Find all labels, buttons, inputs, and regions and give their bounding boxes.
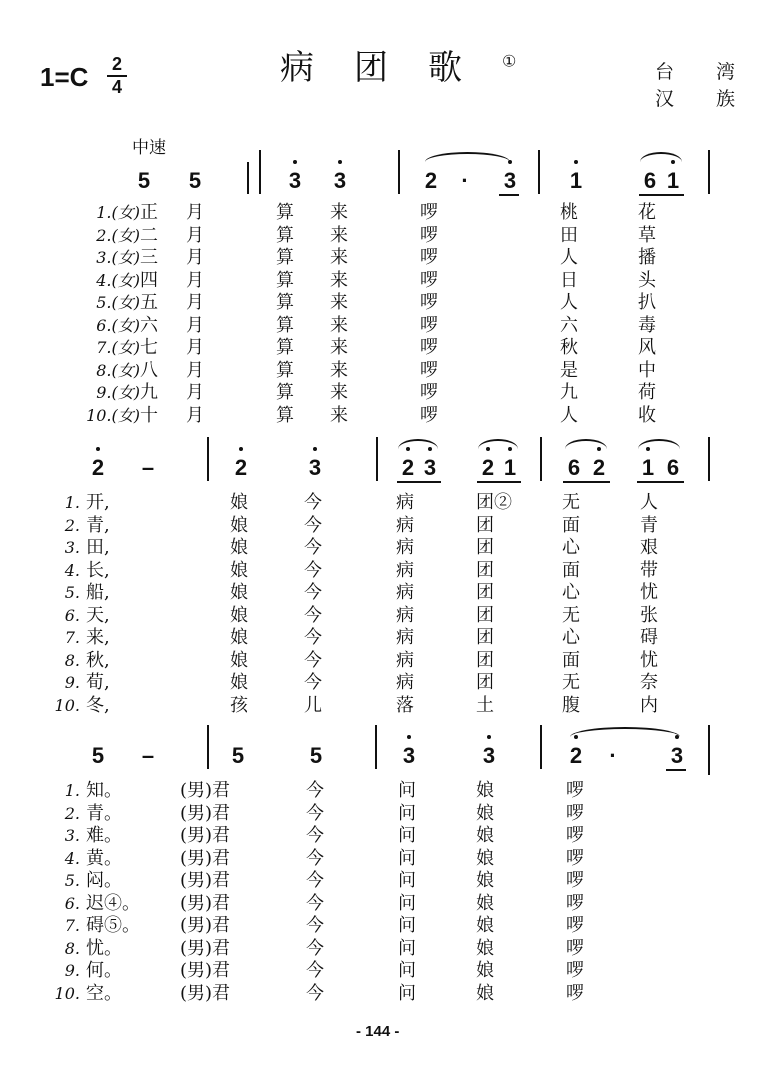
lyric-column: 月 月 月 月 月 月 月 月 月 月	[186, 202, 204, 426]
key-signature: 1=C	[40, 62, 89, 92]
barline	[540, 725, 542, 769]
barline	[538, 150, 540, 194]
title-text: 病团歌	[280, 48, 502, 88]
note: 5	[309, 743, 323, 768]
lyric-column: 算 算 算 算 算 算 算 算 算 算	[276, 202, 294, 426]
origin-region: 台 湾	[655, 61, 754, 83]
barline	[259, 150, 261, 194]
lyric-column: 啰 啰 啰 啰 啰 啰 啰 啰 啰 啰	[420, 202, 438, 426]
barline	[398, 150, 400, 194]
note: 3	[482, 743, 496, 768]
lyric-column: 开, 青, 田, 长, 船, 天, 来, 秋, 荀, 冬,	[86, 492, 110, 716]
slur	[638, 439, 680, 449]
barline	[708, 437, 710, 481]
dash: –	[141, 743, 155, 768]
barline	[375, 725, 377, 769]
note: 5	[188, 168, 202, 193]
note: 3	[308, 455, 322, 480]
page-number: - 144 -	[356, 1023, 400, 1040]
time-signature-bottom: 4	[111, 77, 122, 97]
lyric-column: 来 来 来 来 来 来 来 来 来 来	[330, 202, 348, 426]
note: 6	[567, 455, 581, 480]
barline	[376, 437, 378, 481]
song-title	[280, 40, 516, 89]
time-signature	[107, 55, 127, 97]
note: 2	[481, 455, 495, 480]
note: 3	[503, 168, 517, 193]
time-signature-top: 2	[111, 54, 122, 74]
verse-numbers: 1.(女) 2.(女) 3.(女) 4.(女) 5.(女) 6.(女) 7.(女) 8.(女) 9.(女) 10.(女)	[86, 203, 140, 425]
lyric-column: 桃 田 人 日 人 六 秋 是 九 人	[560, 202, 578, 426]
note: 2	[234, 455, 248, 480]
lyric-column: 娘 娘 娘 娘 娘 娘 娘 娘 娘 孩	[230, 492, 248, 716]
note: 5	[91, 743, 105, 768]
title-footnote: ①	[502, 51, 517, 71]
lyric-column: 娘 娘 娘 娘 娘 娘 娘 娘 娘 娘	[476, 780, 494, 1004]
lyric-column: 今 今 今 今 今 今 今 今 今 儿	[304, 492, 322, 716]
slur	[478, 439, 518, 449]
lyric-column: 今 今 今 今 今 今 今 今 今 今	[306, 780, 324, 1004]
verse-numbers: 1. 2. 3. 4. 5. 6. 7. 8. 9. 10.	[54, 781, 80, 1003]
barline	[207, 725, 209, 769]
note: 1	[569, 168, 583, 193]
note: 2	[401, 455, 415, 480]
lyric-column: 病 病 病 病 病 病 病 病 病 落	[396, 492, 414, 716]
barline	[540, 437, 542, 481]
note: 3	[402, 743, 416, 768]
barline	[708, 150, 710, 194]
lyric-column: 无 面 心 面 心 无 心 面 无 腹	[562, 492, 580, 716]
note: 1	[503, 455, 517, 480]
note: 2	[91, 455, 105, 480]
note: 3	[288, 168, 302, 193]
note: 3	[423, 455, 437, 480]
slur	[640, 152, 682, 162]
dashed-barline	[247, 162, 249, 194]
lyric-column: (男)君 (男)君 (男)君 (男)君 (男)君 (男)君 (男)君 (男)君 (男)君 (男)君	[180, 780, 231, 1004]
note: 2	[592, 455, 606, 480]
lyric-column: 正 二 三 四 五 六 七 八 九 十	[140, 202, 158, 426]
note: 3	[333, 168, 347, 193]
barline	[207, 437, 209, 481]
lyric-column: 人 青 艰 带 忧 张 碍 忧 奈 内	[640, 492, 658, 716]
origin-ethnicity: 汉 族	[655, 88, 754, 110]
verse-numbers: 1. 2. 3. 4. 5. 6. 7. 8. 9. 10.	[54, 493, 80, 715]
dash: –	[141, 455, 155, 480]
slur	[398, 439, 438, 449]
barline	[708, 725, 710, 775]
slur	[570, 727, 680, 737]
lyric-column: 知。 青。 难。 黄。 闷。 迟④。 碍⑤。 忧。 何。 空。	[86, 780, 140, 1004]
note: 1	[641, 455, 655, 480]
note-dot: ·	[461, 168, 469, 193]
lyric-column: 啰 啰 啰 啰 啰 啰 啰 啰 啰 啰	[566, 780, 584, 1004]
note: 6	[643, 168, 657, 193]
note: 3	[670, 743, 684, 768]
slur	[425, 152, 510, 162]
tempo-marking: 中速	[132, 138, 166, 158]
lyric-column: 团② 团 团 团 团 团 团 团 团 土	[476, 492, 512, 716]
lyric-column: 花 草 播 头 扒 毒 风 中 荷 收	[638, 202, 656, 426]
note-dot: ·	[609, 743, 617, 768]
lyric-column: 问 问 问 问 问 问 问 问 问 问	[398, 780, 416, 1004]
note: 5	[231, 743, 245, 768]
note: 2	[569, 743, 583, 768]
note: 5	[137, 168, 151, 193]
note: 2	[424, 168, 438, 193]
note: 1	[666, 168, 680, 193]
note: 6	[666, 455, 680, 480]
